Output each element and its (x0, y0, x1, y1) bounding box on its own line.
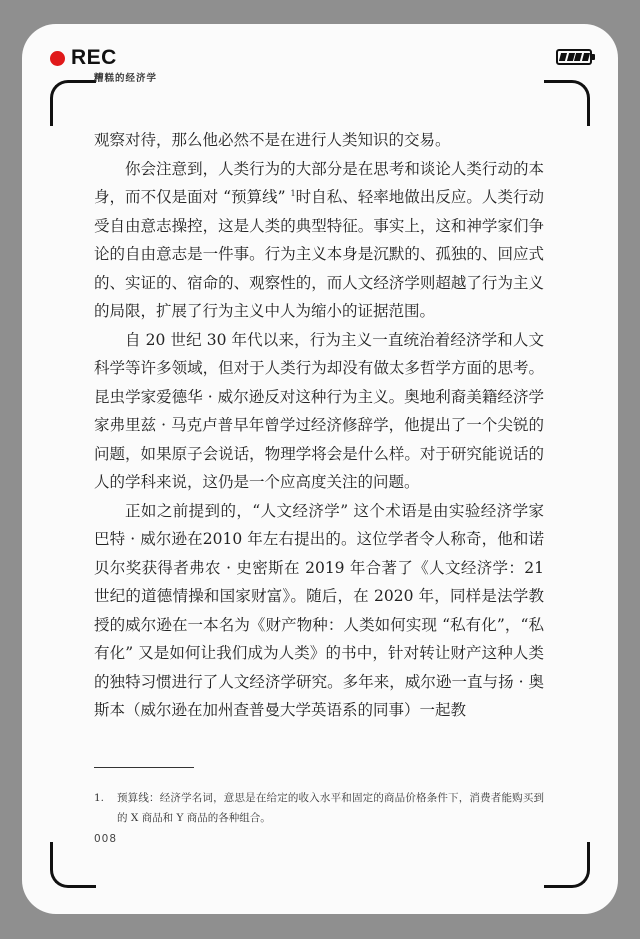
paragraph-2-start: 你会注意到，人类行为的大部分是在思考和谈论人类行动的本身，而不仅是面对 “预算线” (94, 159, 544, 206)
running-head: 糟糕的经济学 (94, 73, 158, 84)
footnote (94, 788, 544, 828)
paragraph-2 (94, 155, 544, 326)
paragraph-2-rest: 时自私、轻率地做出反应。人类行动受自由意志操控，这是人类的典型特征。事实上，这和神学家们争论的自由意志是一件事。行为主义本身是沉默的、孤独的、回应式的、实证的、宿命的、观察性的，而人文经济学则超越了行为主义的局限，扩展了行为主义中人为缩小的证据范围。 (94, 188, 544, 320)
paragraph-1: 观察对待，那么他必然不是在进行人类知识的交易。 (94, 131, 451, 149)
rec-label: REC (71, 46, 117, 69)
book-page (94, 70, 544, 828)
recording-indicator (50, 46, 117, 70)
paragraph-4: 正如之前提到的，“人文经济学” 这个术语是由实验经济学家巴特 · 威尔逊在2010 年左右提出的。这位学者令人称奇，他和诺贝尔奖获得者弗农 · 史密斯在 2019 年合著了《人文经济学：21 世纪的道德情操和国家财富》。随后，在 2020 年，同样是法学教授的威尔逊在一本名为《财产物种：人类如何实现 “私有化”，“私有化” 又是如何让我们成为人类》的书中，针对转让财产这种人类的独特习惯进行了人文经济学研究。多年来，威尔逊一直与扬 · 奥斯本（威尔逊在加州查普曼大学英语系的同事）一起教 (94, 501, 544, 719)
footnote-reference: 1 (290, 188, 296, 198)
battery-icon (556, 49, 592, 65)
footnote-text: 预算线：经济学名词，意思是在给定的收入水平和固定的商品价格条件下，消费者能购买到的 X 商品和 Y 商品的各种组合。 (117, 791, 544, 824)
footnote-divider (94, 767, 194, 768)
frame-corner-bottom-right (544, 842, 590, 888)
frame-corner-bottom-left (50, 842, 96, 888)
page-number: 008 (94, 833, 118, 845)
paragraph-3: 自 20 世纪 30 年代以来，行为主义一直统治着经济学和人文科学等许多领域，但对于人类行为却没有做太多哲学方面的思考。昆虫学家爱德华 · 威尔逊反对这种行为主义。奥地利裔美籍经济学家弗里兹 · 马克卢普早年曾学过经济修辞学，他提出了一个尖锐的问题，如果原子会说话，物理学将会是什么样。对于研究能说话的人的学科来说，这仍是一个应高度关注的问题。 (94, 330, 544, 491)
frame-corner-top-left (50, 80, 96, 126)
frame-corner-top-right (544, 80, 590, 126)
record-dot-icon (50, 51, 65, 66)
footnote-number: 1. (94, 791, 105, 804)
